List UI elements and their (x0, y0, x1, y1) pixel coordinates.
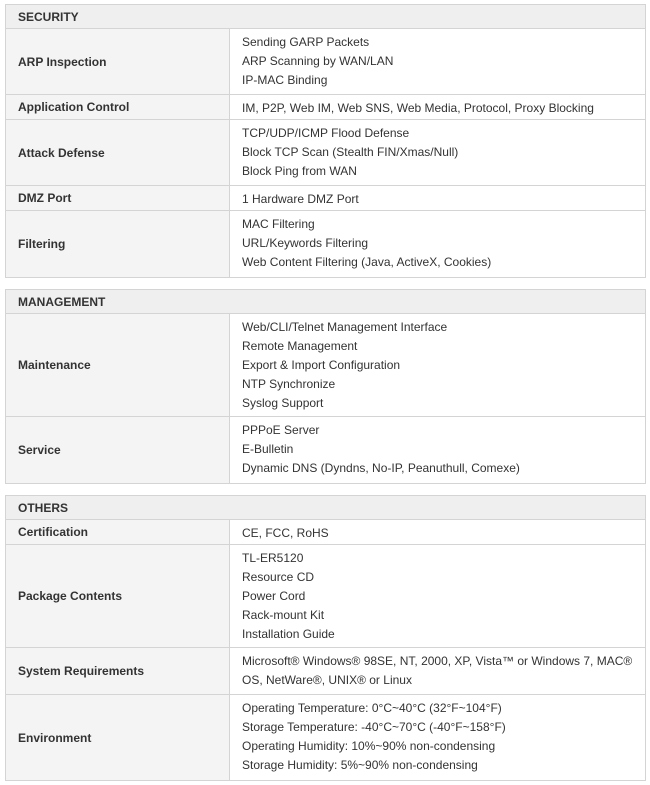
spec-label: Package Contents (6, 545, 230, 647)
spec-label: Maintenance (6, 314, 230, 416)
spec-value-line: E-Bulletin (242, 442, 294, 456)
spec-value-line: ARP Scanning by WAN/LAN (242, 54, 394, 68)
spec-value (230, 695, 645, 780)
spec-value (230, 520, 645, 544)
spec-value-line: OS, NetWare®, UNIX® or Linux (242, 673, 412, 687)
spec-value-line: Dynamic DNS (Dyndns, No-IP, Peanuthull, Comexe) (242, 461, 520, 475)
spec-value-line: Syslog Support (242, 396, 324, 410)
spec-row-maintenance (6, 314, 645, 417)
spec-label: Attack Defense (6, 120, 230, 185)
spec-row-certification (6, 520, 645, 545)
spec-row-filtering (6, 211, 645, 277)
spec-label: Filtering (6, 211, 230, 277)
spec-value-line: PPPoE Server (242, 423, 320, 437)
spec-label: Service (6, 417, 230, 483)
spec-value (230, 29, 645, 94)
spec-value (230, 186, 645, 210)
section-title: OTHERS (6, 496, 645, 520)
spec-value-line: Storage Temperature: -40°C~70°C (-40°F~158°F) (242, 720, 506, 734)
spec-label: Certification (6, 520, 230, 544)
spec-row-dmz-port (6, 186, 645, 211)
section-management (5, 289, 646, 484)
spec-label: ARP Inspection (6, 29, 230, 94)
spec-row-application-control (6, 95, 645, 120)
spec-value-line: Rack-mount Kit (242, 608, 325, 622)
spec-value-line: Sending GARP Packets (242, 35, 370, 49)
spec-value-line: MAC Filtering (242, 217, 315, 231)
section-title: SECURITY (6, 5, 645, 29)
spec-row-package-contents (6, 545, 645, 648)
spec-value-line: Microsoft® Windows® 98SE, NT, 2000, XP, Vista™ or Windows 7, MAC® (242, 654, 633, 668)
spec-value-line: URL/Keywords Filtering (242, 236, 369, 250)
section-others (5, 495, 646, 781)
spec-value-line: Block Ping from WAN (242, 164, 357, 178)
spec-label: DMZ Port (6, 186, 230, 210)
spec-label: System Requirements (6, 648, 230, 694)
spec-value-line: CE, FCC, RoHS (242, 526, 329, 540)
spec-row-system-requirements (6, 648, 645, 695)
spec-value-line: Operating Temperature: 0°C~40°C (32°F~104°F) (242, 701, 502, 715)
spec-value-line: Web/CLI/Telnet Management Interface (242, 320, 448, 334)
spec-value (230, 120, 645, 185)
spec-value-line: TL-ER5120 (242, 551, 304, 565)
spec-value-line: IP-MAC Binding (242, 73, 328, 87)
spec-row-environment (6, 695, 645, 780)
section-title: MANAGEMENT (6, 290, 645, 314)
spec-value-line: 1 Hardware DMZ Port (242, 192, 359, 206)
spec-value (230, 211, 645, 277)
spec-value-line: Power Cord (242, 589, 306, 603)
spec-value (230, 95, 645, 119)
spec-row-service (6, 417, 645, 483)
spec-value-line: NTP Synchronize (242, 377, 336, 391)
spec-label: Application Control (6, 95, 230, 119)
spec-value-line: Block TCP Scan (Stealth FIN/Xmas/Null) (242, 145, 459, 159)
spec-value-line: TCP/UDP/ICMP Flood Defense (242, 126, 410, 140)
section-security (5, 4, 646, 278)
spec-value (230, 314, 645, 416)
spec-value-line: Installation Guide (242, 627, 335, 641)
spec-label: Environment (6, 695, 230, 780)
spec-value (230, 545, 645, 647)
spec-value-line: Remote Management (242, 339, 358, 353)
spec-value-line: Storage Humidity: 5%~90% non-condensing (242, 758, 478, 772)
spec-value-line: Operating Humidity: 10%~90% non-condensing (242, 739, 496, 753)
spec-row-arp-inspection (6, 29, 645, 95)
spec-value-line: Resource CD (242, 570, 315, 584)
spec-row-attack-defense (6, 120, 645, 186)
spec-value (230, 417, 645, 483)
spec-value-line: Web Content Filtering (Java, ActiveX, Cookies) (242, 255, 492, 269)
spec-value (230, 648, 645, 694)
spec-value-line: Export & Import Configuration (242, 358, 401, 372)
spec-value-line: IM, P2P, Web IM, Web SNS, Web Media, Protocol, Proxy Blocking (242, 101, 594, 115)
